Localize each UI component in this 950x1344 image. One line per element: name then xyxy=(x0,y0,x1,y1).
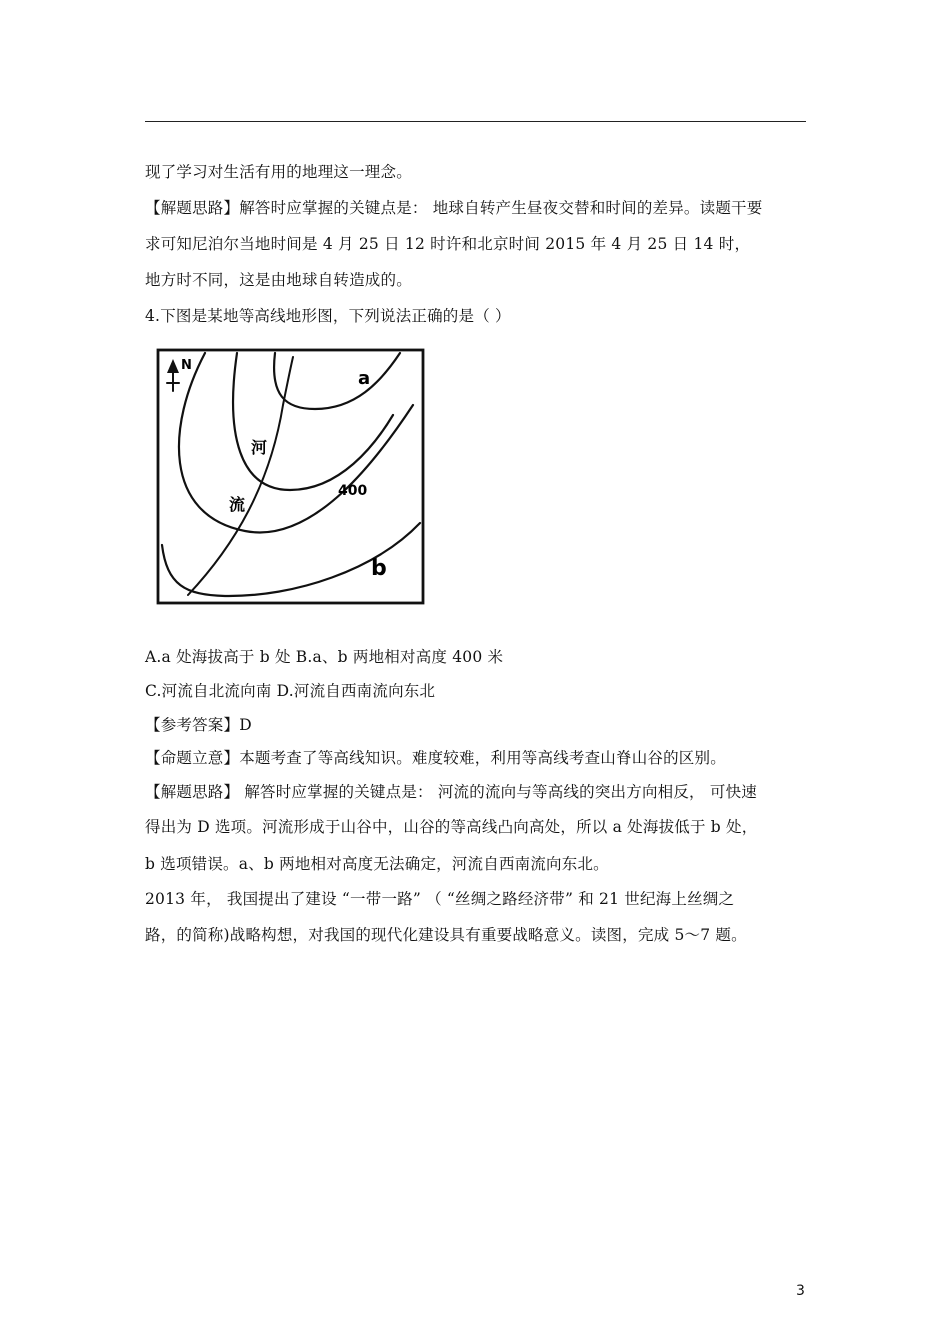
text-line-1: 现了学习对生活有用的地理这一理念。 xyxy=(145,163,412,181)
option-a-b: A.a 处海拔高于 b 处 B.a、b 两地相对高度 400 米 xyxy=(145,648,504,666)
solution-line-1: 【解题思路】 解答时应掌握的关键点是： 河流的流向与等高线的突出方向相反， 可快速 xyxy=(145,783,757,801)
intro-line-2: 路，的简称)战略构想，对我国的现代化建设具有重要战略意义。读图，完成 5～7 题。 xyxy=(145,926,747,944)
text-line-4: 地方时不同，这是由地球自转造成的。 xyxy=(145,271,412,289)
contour-map-figure xyxy=(155,345,427,608)
solution-line-3: b 选项错误。a、b 两地相对高度无法确定，河流自西南流向东北。 xyxy=(145,855,609,873)
river-char-he: 河 xyxy=(251,438,268,457)
river-char-liu: 流 xyxy=(229,495,246,514)
intro-line-1: 2013 年， 我国提出了建设 “一带一路” （ “丝绸之路经济带” 和 21 世纪海上丝绸之 xyxy=(145,890,735,908)
question-intent: 【命题立意】本题考查了等高线知识。难度较难，利用等高线考查山脊山谷的区别。 xyxy=(145,749,726,767)
label-a: a xyxy=(358,368,371,389)
north-label: N xyxy=(181,358,192,373)
page-number: 3 xyxy=(796,1283,805,1299)
label-b: b xyxy=(371,556,387,581)
question-4: 4.下图是某地等高线地形图，下列说法正确的是（ ） xyxy=(145,307,511,325)
north-arrow-icon xyxy=(167,359,179,373)
text-line-2: 【解题思路】解答时应掌握的关键点是： 地球自转产生昼夜交替和时间的差异。读题干要 xyxy=(145,199,763,217)
text-line-3: 求可知尼泊尔当地时间是 4 月 25 日 12 时许和北京时间 2015 年 4 月 25 日 14 时， xyxy=(145,235,751,253)
reference-answer: 【参考答案】D xyxy=(145,716,252,734)
solution-line-2: 得出为 D 选项。河流形成于山谷中，山谷的等高线凸向高处，所以 a 处海拔低于 b 处， xyxy=(145,818,758,836)
river xyxy=(188,357,293,595)
header-rule xyxy=(145,121,806,122)
option-c-d: C.河流自北流向南 D.河流自西南流向东北 xyxy=(145,682,436,700)
contour-label-400: 400 xyxy=(338,483,368,499)
